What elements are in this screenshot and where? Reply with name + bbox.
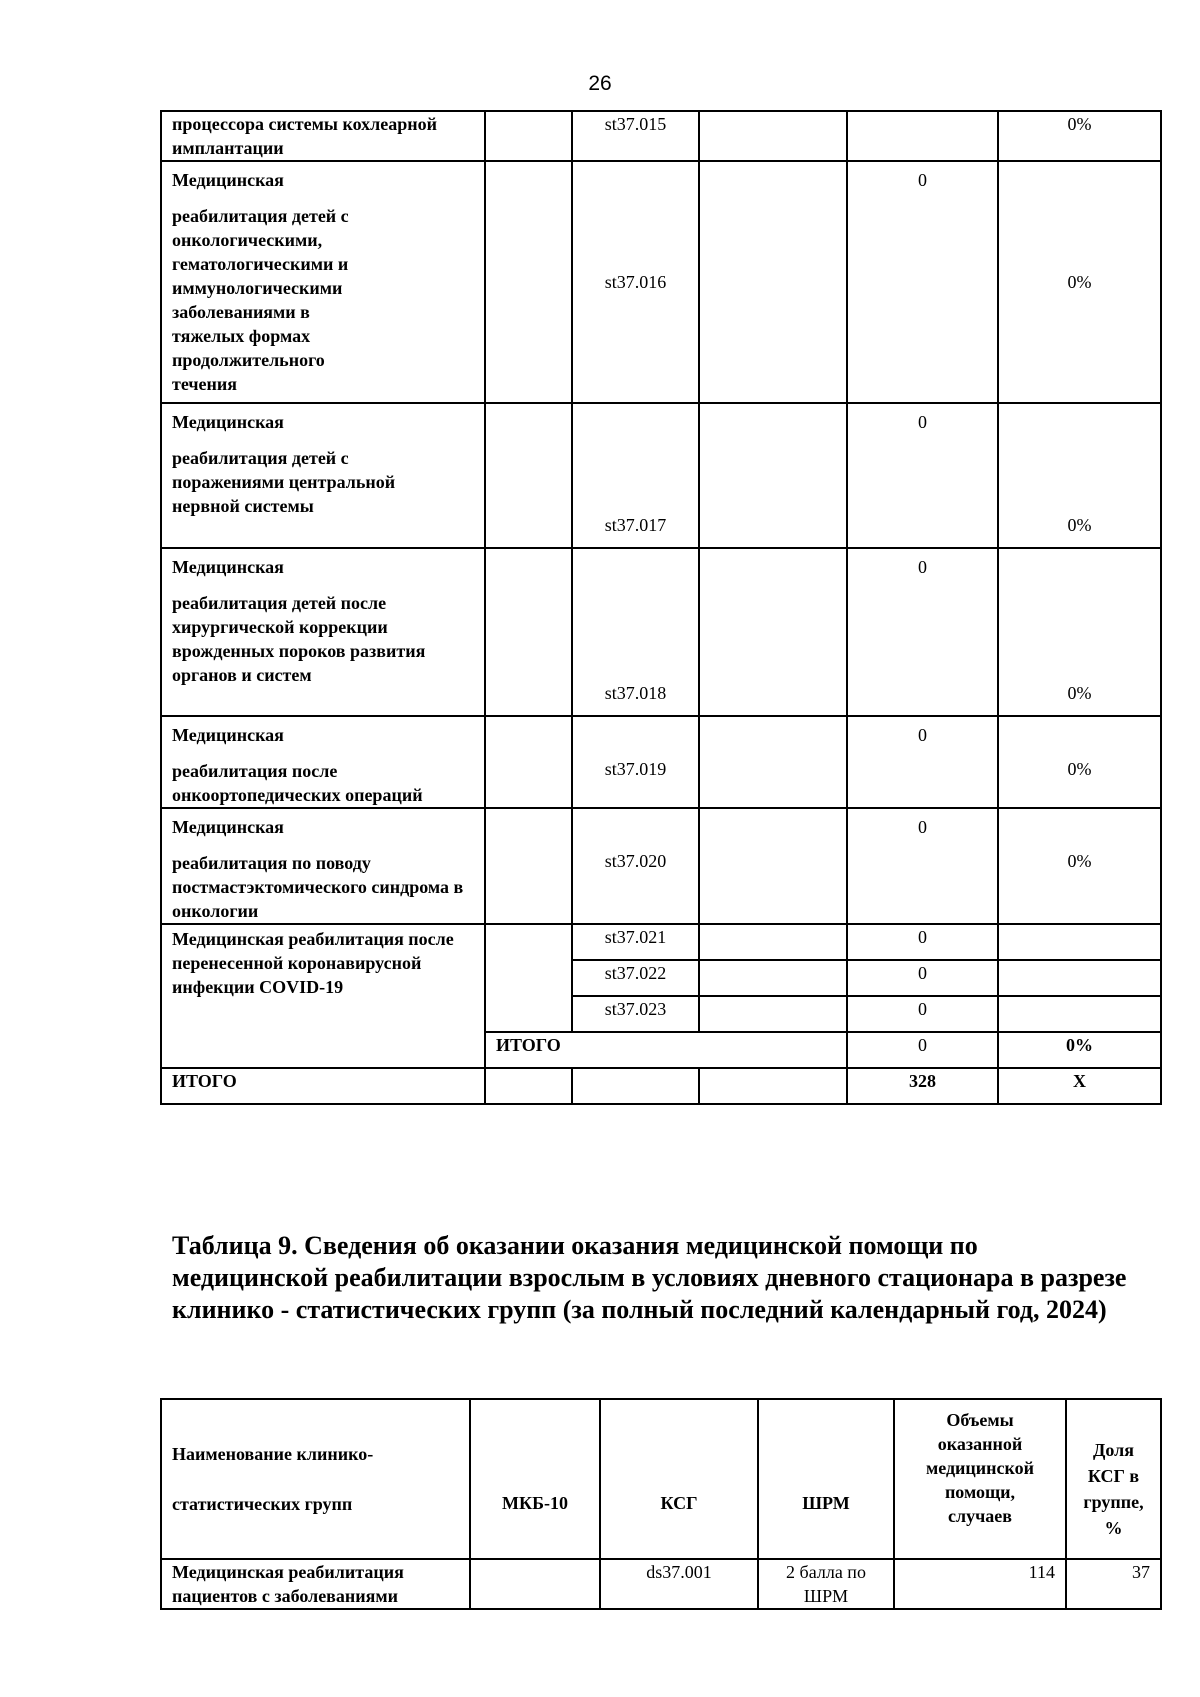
- ksg-code: ds37.001: [646, 1562, 712, 1582]
- table-row: [161, 403, 1161, 548]
- share-cell: [998, 548, 1161, 716]
- table-row: [161, 111, 1161, 161]
- ksg-code: st37.018: [604, 683, 667, 703]
- volume-cell: [847, 808, 998, 924]
- header-shrm-label: ШРМ: [802, 1493, 850, 1513]
- share-cell: [998, 960, 1161, 996]
- ksg-table-continued: [160, 110, 1162, 1105]
- group-name-first: Медицинская: [172, 170, 284, 190]
- shrm-cell: [758, 1559, 894, 1609]
- group-name-rest: реабилитация по поводу постмастэктомического синдрома в онкологии: [172, 853, 464, 921]
- volume-value: 114: [1028, 1562, 1055, 1582]
- header-mkb-label: МКБ-10: [502, 1493, 568, 1513]
- share-cell: [998, 403, 1161, 548]
- group-name-rest: реабилитация после онкоортопедических операций: [172, 761, 423, 805]
- group-name-cell: [161, 161, 485, 403]
- share-value: 0%: [1067, 683, 1092, 703]
- shrm-cell: [699, 403, 847, 548]
- share-cell: [998, 1032, 1161, 1068]
- ksg-code: st37.023: [604, 999, 667, 1019]
- share-cell: [998, 924, 1161, 960]
- share-cell: [998, 161, 1161, 403]
- total-label-cell: [161, 1068, 485, 1104]
- share-cell: [998, 1068, 1161, 1104]
- volume-cell: [847, 161, 998, 403]
- share-cell: [998, 808, 1161, 924]
- mkb-cell: [485, 808, 572, 924]
- ksg-code: st37.021: [604, 927, 667, 947]
- volume-cell: [847, 716, 998, 808]
- shrm-cell: [699, 1068, 847, 1104]
- ksg-code: st37.022: [604, 963, 667, 983]
- group-name-rest: реабилитация детей после хирургической коррекции врожденных пороков развития органов и систем: [172, 593, 426, 685]
- volume-cell: [847, 960, 998, 996]
- volume-cell: [847, 1068, 998, 1104]
- shrm-cell: [699, 808, 847, 924]
- volume-value: 0: [918, 999, 927, 1019]
- table-row: [161, 716, 1161, 808]
- header-volume-label: Объемы оказанной медицинской помощи, случаев: [925, 1410, 1035, 1526]
- mkb-cell: [485, 716, 572, 808]
- total-share: X: [1073, 1071, 1086, 1091]
- share-cell: [1066, 1559, 1161, 1609]
- volume-cell: [847, 403, 998, 548]
- group-name-rest: реабилитация детей с онкологическими, гематологическими и иммунологическими заболеваниями в тяжелых формах продолжительного течения: [172, 206, 349, 394]
- share-cell: [998, 996, 1161, 1032]
- ksg-table-9: [160, 1398, 1162, 1610]
- mkb-cell: [485, 161, 572, 403]
- ksg-cell: [572, 111, 699, 161]
- mkb-cell: [485, 548, 572, 716]
- header-share: [1066, 1399, 1161, 1559]
- share-value: 0%: [1067, 272, 1092, 292]
- shrm-cell: [699, 924, 847, 960]
- group-name-cell: [161, 716, 485, 808]
- total-volume: 328: [909, 1071, 936, 1091]
- page-number: 26: [588, 72, 612, 95]
- group-name-cell: [161, 548, 485, 716]
- volume-value: 0: [918, 927, 927, 947]
- group-name-cell: [161, 403, 485, 548]
- ksg-cell: [572, 403, 699, 548]
- volume-value: 0: [918, 170, 927, 190]
- group-name-cell: [161, 1559, 470, 1609]
- ksg-code: st37.019: [604, 759, 667, 779]
- group-name-first: Медицинская: [172, 817, 284, 837]
- header-share-label: Доля КСГ в группе, %: [1083, 1440, 1144, 1538]
- group-name-first: Медицинская: [172, 557, 284, 577]
- share-cell: [998, 716, 1161, 808]
- group-name-cell: [161, 111, 485, 161]
- table-9-caption: Таблица 9. Сведения об оказании оказания медицинской помощи по медицинской реабилитации взрослым в условиях дневного стационара в разрезе клинико - статистических групп (за полный последний календарный год, 2024): [172, 1231, 1127, 1324]
- subtotal-label: ИТОГО: [496, 1035, 561, 1055]
- group-name-cell: [161, 924, 485, 1068]
- table-row: [161, 1559, 1161, 1609]
- ksg-cell: [572, 161, 699, 403]
- ksg-cell: [572, 960, 699, 996]
- table-header-row: [161, 1399, 1161, 1559]
- ksg-cell: [572, 996, 699, 1032]
- group-name: Медицинская реабилитация пациентов с заболеваниями: [172, 1562, 404, 1606]
- subtotal-label-cell: [485, 1032, 847, 1068]
- header-mkb: [470, 1399, 600, 1559]
- share-value: 0%: [1067, 759, 1092, 779]
- share-value: 0%: [1067, 851, 1092, 871]
- volume-cell: [847, 548, 998, 716]
- volume-value: 0: [918, 817, 927, 837]
- volume-cell: [847, 1032, 998, 1068]
- subtotal-share: 0%: [1066, 1035, 1093, 1055]
- mkb-cell: [485, 111, 572, 161]
- ksg-cell: [572, 548, 699, 716]
- table-row: [161, 548, 1161, 716]
- ksg-code: st37.020: [604, 851, 667, 871]
- volume-value: 0: [918, 963, 927, 983]
- ksg-cell: [600, 1559, 758, 1609]
- table-row: [161, 161, 1161, 403]
- shrm-cell: [699, 111, 847, 161]
- header-volume: [894, 1399, 1066, 1559]
- header-ksg-label: КСГ: [660, 1493, 698, 1513]
- header-ksg: [600, 1399, 758, 1559]
- table-row: [161, 924, 1161, 960]
- volume-cell: [847, 111, 998, 161]
- ksg-cell: [572, 808, 699, 924]
- group-name-cell: [161, 808, 485, 924]
- group-name-rest: реабилитация детей с поражениями центральной нервной системы: [172, 448, 396, 516]
- volume-cell: [894, 1559, 1066, 1609]
- total-row: [161, 1068, 1161, 1104]
- group-name: Медицинская реабилитация после перенесенной коронавирусной инфекции COVID-19: [172, 929, 454, 997]
- shrm-cell: [699, 996, 847, 1032]
- share-cell: [998, 111, 1161, 161]
- ksg-code: st37.017: [604, 515, 667, 535]
- group-name-first: Медицинская: [172, 412, 284, 432]
- total-label: ИТОГО: [172, 1071, 237, 1091]
- volume-cell: [847, 924, 998, 960]
- header-name-line1: Наименование клинико-: [172, 1444, 374, 1464]
- share-value: 0%: [1067, 515, 1092, 535]
- shrm-cell: [699, 548, 847, 716]
- shrm-cell: [699, 161, 847, 403]
- group-name-first: Медицинская: [172, 725, 284, 745]
- volume-value: 0: [918, 412, 927, 432]
- mkb-cell: [470, 1559, 600, 1609]
- ksg-cell: [572, 716, 699, 808]
- volume-cell: [847, 996, 998, 1032]
- ksg-cell: [572, 924, 699, 960]
- ksg-code: st37.016: [604, 272, 667, 292]
- group-name-first: процессора системы кохлеарной: [172, 114, 437, 134]
- mkb-cell: [485, 1068, 572, 1104]
- mkb-cell: [485, 403, 572, 548]
- group-name-rest: имплантации: [172, 138, 284, 158]
- header-name-line2: статистических групп: [172, 1494, 353, 1514]
- share-value: 37: [1132, 1562, 1150, 1582]
- volume-value: 0: [918, 725, 927, 745]
- subtotal-volume: 0: [918, 1035, 927, 1055]
- table-row: [161, 808, 1161, 924]
- ksg-cell: [572, 1068, 699, 1104]
- volume-value: 0: [918, 557, 927, 577]
- header-group-name: [161, 1399, 470, 1559]
- shrm-cell: [699, 960, 847, 996]
- header-shrm: [758, 1399, 894, 1559]
- shrm-value: 2 балла по ШРМ: [786, 1562, 866, 1606]
- shrm-cell: [699, 716, 847, 808]
- share-value: 0%: [1067, 114, 1092, 134]
- mkb-cell: [485, 924, 572, 1032]
- ksg-code: st37.015: [604, 114, 667, 134]
